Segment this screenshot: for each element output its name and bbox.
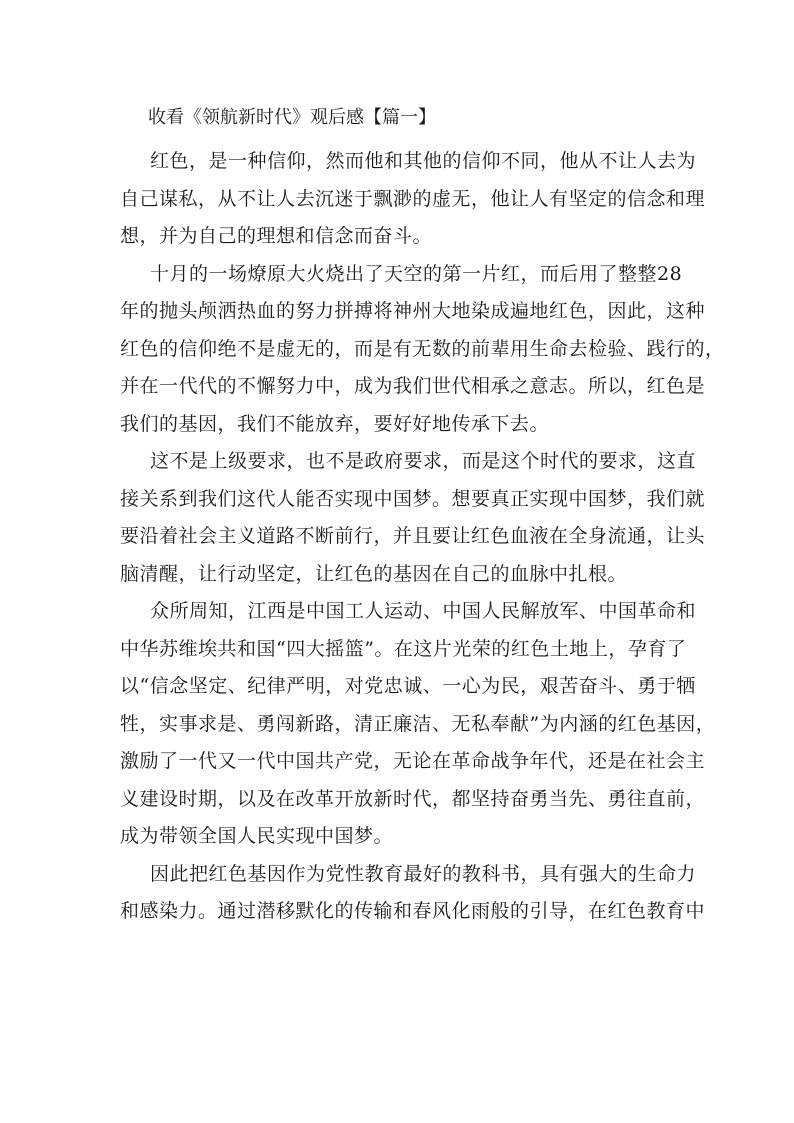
paragraph-line: 激励了一代又一代中国共产党，无论在革命战争年代，还是在社会主: [120, 750, 706, 772]
paragraph-line: 众所周知，江西是中国工人运动、中国人民解放军、中国革命和: [150, 600, 697, 622]
paragraph-1: [120, 143, 706, 256]
paragraph-3: [120, 443, 706, 593]
paragraph-line: 十月的一场燎原大火烧出了天空的第一片红，而后用了整整28: [150, 262, 683, 285]
paragraph-5: [120, 856, 706, 931]
document-page: [120, 100, 725, 931]
paragraph-line: 这不是上级要求，也不是政府要求，而是这个时代的要求，这直: [150, 450, 697, 472]
paragraph-2: [120, 256, 725, 444]
paragraph-line: 义建设时期，以及在改革开放新时代，都坚持奋勇当先、勇往直前，: [120, 787, 706, 810]
paragraph-line: 接关系到我们这代人能否实现中国梦。想要真正实现中国梦，我们就: [120, 487, 706, 510]
paragraph-line: 红色，是一种信仰，然而他和其他的信仰不同，他从不让人去为: [150, 150, 697, 172]
paragraph-line: 并在一代代的不懈努力中，成为我们世代相承之意志。所以，红色是: [120, 375, 706, 397]
paragraph-line: 因此把红色基因作为党性教育最好的教科书，具有强大的生命力: [150, 862, 697, 885]
paragraph-line: 年的抛头颅洒热血的努力拼搏将神州大地染成遍地红色，因此，这种: [120, 300, 706, 322]
paragraph-4: [120, 593, 716, 856]
paragraph-line: 红色的信仰绝不是虚无的，而是有无数的前辈用生命去检验、践行的，: [120, 337, 725, 360]
paragraph-line: 和感染力。通过潜移默化的传输和春风化雨般的引导，在红色教育中: [120, 900, 706, 922]
document-title: 收看《领航新时代》观后感【篇一】: [148, 107, 436, 128]
paragraph-line: 牲，实事求是、勇闯新路，清正廉洁、无私奉献”为内涵的红色基因，: [120, 712, 716, 735]
paragraph-line: 想，并为自己的理想和信念而奋斗。: [120, 225, 433, 247]
paragraph-line: 中华苏维埃共和国“四大摇篮”。在这片光荣的红色土地上，孕育了: [120, 637, 687, 660]
paragraph-line: 脑清醒，让行动坚定，让红色的基因在自己的血脉中扎根。: [120, 562, 628, 585]
paragraph-line: 自己谋私，从不让人去沉迷于飘渺的虚无，他让人有坚定的信念和理: [120, 187, 706, 210]
paragraph-line: 以“信念坚定、纪律严明，对党忠诚、一心为民，艰苦奋斗、勇于牺: [120, 675, 696, 697]
paragraph-line: 成为带领全国人民实现中国梦。: [120, 825, 394, 847]
paragraph-line: 要沿着社会主义道路不断前行，并且要让红色血液在全身流通，让头: [120, 525, 706, 547]
paragraph-line: 我们的基因，我们不能放弃，要好好地传承下去。: [120, 412, 550, 435]
